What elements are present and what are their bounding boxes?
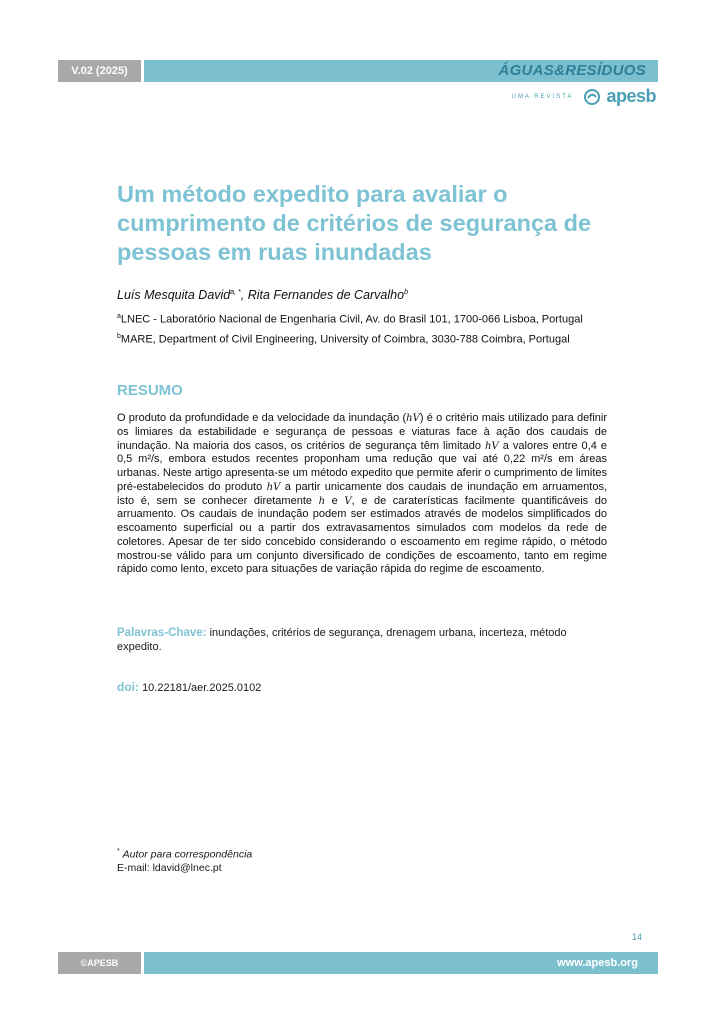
correspondence-email[interactable]: E-mail: ldavid@lnec.pt: [117, 861, 222, 874]
affiliation-a-sup: a: [117, 313, 121, 320]
volume-label: V.02 (2025): [58, 60, 141, 82]
author-separator: ,: [240, 288, 248, 302]
abstract-body: O produto da profundidade e da velocidade da inundação (hV) é o critério mais utilizado para definir os limiares da estabilidade e segurança de pessoas e viaturas face à ação dos caudais de inundação. Na maioria dos casos, os critérios de segurança têm limitado hV a valores entre 0,4 e 0,5 m²/s, embora estudos recentes proponham uma redução que vai até 0,22 m²/s em áreas urbanas. Neste artigo apresenta-se um método expedito que permite aferir o cumprimento de limites pré-estabelecidos do produto hV a partir unicamente dos caudais de inundação em arruamentos, isto é, sem se conhecer diretamente h e V, e de caraterísticas facilmente quantificáveis do arruamento. Os caudais de inundação podem ser estimados através de modelos simplificados do escoamento superficial ou a partir dos extravasamentos simulados com modelos da rede de coletores. Apesar de ter sido concebido considerando o escoamento em regime rápido, o método mostrou-se válido para um conjunto diversificado de condições de escoamento, tanto em regime rápido como lento, exceto para situações de variação rápida do regime de escoamento.: [117, 412, 608, 576]
keywords-text: inundações, critérios de segurança, drenagem urbana, incerteza, método expedito.: [117, 627, 567, 653]
header-bar: [58, 60, 658, 82]
apesb-wordmark: apesb: [606, 86, 656, 106]
uma-revista-tagline: UMA REVISTA: [511, 94, 574, 101]
article-title: Um método expedito para avaliar o cumprimento de critérios de segurança de pessoas em ruas inundadas: [117, 181, 592, 265]
affiliation-a-text: LNEC - Laboratório Nacional de Engenharia Civil, Av. do Brasil 101, 1700-066 Lisboa, Portugal: [120, 313, 583, 326]
affiliation-a: [117, 313, 583, 326]
website-link[interactable]: www.apesb.org: [557, 957, 638, 969]
footer-teal-bar: [144, 952, 658, 974]
author-2-sup: b: [404, 288, 408, 296]
correspondence-mark: *: [117, 848, 120, 855]
author-list: [117, 288, 408, 302]
abstract-heading: RESUMO: [117, 382, 183, 399]
affiliation-b-sup: b: [117, 333, 121, 340]
correspondence-role: Autor para correspondência: [122, 848, 253, 861]
author-2: Rita Fernandes de Carvalho: [247, 288, 405, 302]
keywords: [117, 627, 607, 654]
footer-bar: [58, 952, 658, 974]
apesb-logo: [512, 86, 656, 107]
journal-name: ÁGUAS&RESÍDUOS: [498, 62, 646, 79]
affiliation-b: [117, 333, 570, 346]
author-1: Luís Mesquita David: [117, 288, 231, 302]
apesb-swirl-icon: [584, 89, 600, 105]
doi-label: doi:: [117, 680, 139, 694]
affiliation-b-text: MARE, Department of Civil Engineering, University of Coimbra, 3030-788 Coimbra, Portugal: [120, 333, 570, 346]
page-number: 14: [632, 932, 643, 942]
keywords-label: Palavras-Chave:: [117, 627, 207, 639]
correspondence-note: [117, 845, 252, 875]
header-teal-bar: [144, 60, 658, 82]
author-1-sup: a, *: [230, 288, 241, 296]
copyright-label: ©APESB: [58, 952, 141, 974]
doi-link[interactable]: 10.22181/aer.2025.0102: [142, 682, 262, 694]
doi: [117, 680, 261, 694]
